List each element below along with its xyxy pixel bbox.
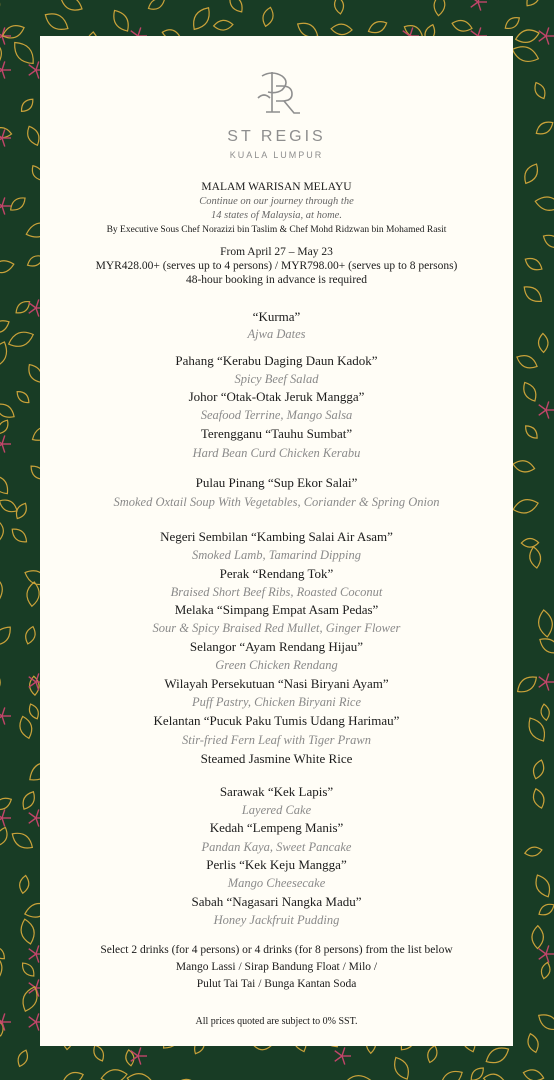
leaf-motif xyxy=(540,704,550,721)
leaf-motif xyxy=(540,961,552,979)
flower-petal xyxy=(2,1013,5,1022)
flower-petal xyxy=(539,36,546,41)
flower-petal xyxy=(539,31,546,36)
flower-petal xyxy=(2,206,5,215)
flower-petal xyxy=(546,682,549,691)
flower-petal xyxy=(335,1056,342,1061)
promo-dates: From April 27 – May 23 xyxy=(220,246,333,258)
leaf-motif xyxy=(18,96,35,114)
dish-name: Wilayah Persekutuan “Nasi Biryani Ayam” xyxy=(164,676,389,691)
dish-name: Terengganu “Tauhu Sumbat” xyxy=(200,426,353,441)
leaf-motif xyxy=(512,497,540,516)
leaf-motif xyxy=(532,926,544,949)
dish-description: Sour & Spicy Braised Red Mullet, Ginger Flower xyxy=(152,621,401,635)
flower-petal xyxy=(36,70,39,79)
leaf-motif xyxy=(26,581,41,607)
leaf-motif xyxy=(541,232,554,252)
flower-petal xyxy=(36,299,39,308)
dish-description: Smoked Oxtail Soup With Vegetables, Coriander & Spring Onion xyxy=(113,495,440,509)
leaf-motif xyxy=(100,1068,128,1080)
leaf-motif xyxy=(512,459,536,474)
flower-petal xyxy=(29,813,36,818)
dish-name: Pulau Pinang “Sup Ekor Salai” xyxy=(195,475,358,490)
flower-petal xyxy=(2,435,5,444)
leaf-motif xyxy=(0,520,4,541)
leaf-motif xyxy=(9,829,36,853)
brand-name: ST REGIS xyxy=(227,128,326,145)
flower-petal xyxy=(36,979,39,988)
flower-petal xyxy=(2,70,5,79)
flower-petal xyxy=(335,1051,342,1056)
leaf-motif xyxy=(76,0,96,1)
flower-petal xyxy=(36,1013,39,1022)
flower-petal xyxy=(546,945,549,954)
leaf-motif xyxy=(6,328,35,350)
leaf-motif xyxy=(510,43,541,65)
leaf-motif xyxy=(535,1010,554,1034)
leaf-motif xyxy=(0,671,1,694)
flower-petal xyxy=(29,1017,36,1022)
leaf-motif xyxy=(433,0,445,16)
leaf-motif xyxy=(532,81,548,101)
leaf-motif xyxy=(8,194,28,213)
flower-petal xyxy=(29,1022,36,1027)
flower-petal xyxy=(471,0,478,2)
leaf-motif xyxy=(534,119,554,138)
chefs-credit: By Executive Sous Chef Norazizi bin Taslim & Chef Mohd Ridzwan bin Mohamed Rasit xyxy=(106,225,447,235)
leaf-motif xyxy=(538,333,548,352)
flower-petal xyxy=(342,1047,345,1056)
leaf-motif xyxy=(9,526,30,546)
leaf-motif xyxy=(27,702,41,720)
flower-petal xyxy=(539,954,546,959)
leaf-motif xyxy=(0,317,11,336)
dish-description: Stir-fried Fern Leaf with Tiger Prawn xyxy=(182,733,371,747)
leaf-motif xyxy=(524,846,543,858)
flower-petal xyxy=(2,809,5,818)
dish-description: Hard Bean Curd Chicken Kerabu xyxy=(192,446,361,460)
flower-petal xyxy=(138,1056,141,1065)
leaf-motif xyxy=(0,826,10,848)
menu-card xyxy=(40,36,513,1046)
dish-description: Braised Short Beef Ribs, Roasted Coconut xyxy=(170,585,383,599)
leaf-motif xyxy=(0,944,7,962)
brand-location: KUALA LUMPUR xyxy=(229,150,324,160)
flower-petal xyxy=(342,1056,345,1065)
drinks-line-2: Pulut Tai Tai / Bunga Kantan Soda xyxy=(196,978,357,990)
leaf-motif xyxy=(523,0,543,9)
dish-description: Layered Cake xyxy=(241,803,312,817)
dish-description: Puff Pastry, Chicken Biryani Rice xyxy=(191,695,362,709)
flower-petal xyxy=(138,27,141,36)
st-regis-logo xyxy=(40,68,513,158)
leaf-motif xyxy=(226,0,246,15)
flower-petal xyxy=(2,129,5,138)
leaf-motif xyxy=(521,161,541,186)
flower-petal xyxy=(131,1056,138,1061)
leaf-motif xyxy=(0,623,15,649)
leaf-motif xyxy=(213,20,233,31)
drinks-intro: Select 2 drinks (for 4 persons) or 4 drinks (for 8 persons) from the list below xyxy=(100,944,453,956)
tagline-1: Continue on our journey through the xyxy=(199,196,354,207)
flower-petal xyxy=(36,61,39,70)
leaf-motif xyxy=(14,389,31,406)
flower-petal xyxy=(546,954,549,963)
flower-petal xyxy=(0,70,2,75)
flower-petal xyxy=(546,673,549,682)
leaf-motif xyxy=(42,9,71,34)
flower-petal xyxy=(539,949,546,954)
leaf-motif xyxy=(537,609,554,638)
tagline-2: 14 states of Malaysia, at home. xyxy=(211,210,342,221)
leaf-motif xyxy=(126,1072,153,1080)
flower-petal xyxy=(29,65,36,70)
dish-name: Steamed Jasmine White Rice xyxy=(200,751,353,766)
drinks-line-1: Mango Lassi / Sirap Bandung Float / Milo / xyxy=(175,961,378,973)
dish-name: Selangor “Ayam Rendang Hijau” xyxy=(189,639,364,654)
leaf-motif xyxy=(19,984,41,1013)
leaf-motif xyxy=(531,759,546,781)
leaf-motif xyxy=(58,0,85,14)
leaf-motif xyxy=(390,1055,412,1080)
flower-petal xyxy=(2,444,5,453)
flower-petal xyxy=(0,818,2,823)
leaf-motif xyxy=(526,1032,541,1053)
flower-petal xyxy=(478,2,481,11)
leaf-motif xyxy=(521,283,545,306)
leaf-motif xyxy=(514,27,540,45)
leaf-motif xyxy=(189,4,214,33)
menu-title: MALAM WARISAN MELAYU xyxy=(201,181,352,193)
dish-name: Negeri Sembilan “Kambing Salai Air Asam” xyxy=(160,529,393,544)
flower-petal xyxy=(36,954,39,963)
leaf-motif xyxy=(24,625,38,645)
tax-note: All prices quoted are subject to 0% SST. xyxy=(195,1016,358,1027)
leaf-motif xyxy=(451,18,473,33)
leaf-motif xyxy=(91,1043,106,1062)
dish-name: Sabah “Nagasari Nangka Madu” xyxy=(191,894,362,909)
flower-petal xyxy=(546,401,549,410)
leaf-motif xyxy=(521,538,538,547)
dish-description: Green Chicken Rendang xyxy=(215,658,338,672)
flower-petal xyxy=(2,36,5,45)
flower-petal xyxy=(0,206,2,211)
leaf-motif xyxy=(0,418,11,436)
leaf-motif xyxy=(534,195,554,213)
flower-petal xyxy=(36,818,39,827)
dish-description: Mango Cheesecake xyxy=(227,876,326,890)
leaf-motif xyxy=(438,1067,466,1080)
leaf-motif xyxy=(16,1049,31,1068)
flower-petal xyxy=(29,818,36,823)
leaf-motif xyxy=(483,1073,504,1080)
leaf-motif xyxy=(19,960,37,979)
leaf-motif xyxy=(0,472,12,497)
leaf-motif xyxy=(0,400,17,421)
leaf-motif xyxy=(366,18,388,36)
dish-name: Johor “Otak-Otak Jeruk Mangga” xyxy=(188,389,365,404)
flower-petal xyxy=(539,405,546,410)
flower-petal xyxy=(138,1047,141,1056)
flower-petal xyxy=(546,36,549,45)
dish-name: “Kurma” xyxy=(252,309,301,324)
flower-petal xyxy=(2,818,5,827)
leaf-motif xyxy=(331,24,353,36)
leaf-motif xyxy=(109,7,132,34)
flower-petal xyxy=(410,27,413,36)
flower-petal xyxy=(2,707,5,716)
leaf-motif xyxy=(523,423,541,441)
leaf-motif xyxy=(0,953,4,981)
leaf-motif xyxy=(17,715,34,740)
dish-name: Sarawak “Kek Lapis” xyxy=(219,784,334,799)
leaf-motif xyxy=(0,40,4,64)
leaf-motif xyxy=(531,787,546,809)
leaf-motif xyxy=(18,875,30,894)
flower-petal xyxy=(471,2,478,7)
leaf-motif xyxy=(1,22,27,41)
flower-petal xyxy=(539,682,546,687)
flower-petal xyxy=(29,70,36,75)
monogram-icon xyxy=(40,68,513,120)
dish-description: Ajwa Dates xyxy=(247,327,306,341)
leaf-motif xyxy=(522,1068,545,1080)
booking-notice: 48-hour booking in advance is required xyxy=(185,274,368,286)
dish-name: Kelantan “Pucuk Paku Tumis Udang Harimau” xyxy=(153,713,400,728)
leaf-motif xyxy=(261,6,275,27)
flower-petal xyxy=(29,303,36,308)
flower-petal xyxy=(36,1022,39,1031)
leaf-motif xyxy=(343,1074,373,1080)
leaf-motif xyxy=(20,789,38,811)
flower-petal xyxy=(0,138,2,143)
flower-petal xyxy=(0,444,2,449)
dish-name: Melaka “Simpang Empat Asam Pedas” xyxy=(174,602,379,617)
dish-name: Kedah “Lempeng Manis” xyxy=(209,820,344,835)
leaf-motif xyxy=(483,1043,512,1067)
flower-petal xyxy=(36,809,39,818)
flower-petal xyxy=(539,677,546,682)
leaf-motif xyxy=(9,38,38,68)
flower-petal xyxy=(478,27,481,36)
leaf-motif xyxy=(537,635,554,658)
flower-petal xyxy=(546,410,549,419)
leaf-motif xyxy=(523,255,545,273)
flower-petal xyxy=(36,308,39,317)
leaf-motif xyxy=(146,0,166,12)
leaf-motif xyxy=(503,14,522,31)
leaf-motif xyxy=(520,380,539,404)
leaf-motif xyxy=(0,259,15,275)
leaf-motif xyxy=(0,795,14,813)
flower-petal xyxy=(0,716,2,721)
dish-name: Perlis “Kek Keju Mangga” xyxy=(206,857,347,872)
dish-name: Perak “Rendang Tok” xyxy=(219,566,334,581)
flower-petal xyxy=(0,36,2,41)
price-line: MYR428.00+ (serves up to 4 persons) / MYR798.00+ (serves up to 8 persons) xyxy=(95,260,458,272)
flower-petal xyxy=(29,949,36,954)
leaf-motif xyxy=(333,0,345,15)
leaf-motif xyxy=(61,1069,85,1080)
leaf-motif xyxy=(537,901,554,918)
leaf-motif xyxy=(426,1044,440,1063)
dish-description: Smoked Lamb, Tamarind Dipping xyxy=(192,548,361,562)
flower-petal xyxy=(2,138,5,147)
flower-petal xyxy=(29,308,36,313)
leaf-motif xyxy=(514,673,540,697)
leaf-motif xyxy=(0,574,5,601)
flower-petal xyxy=(2,61,5,70)
dish-description: Seafood Terrine, Mango Salsa xyxy=(200,408,353,422)
dish-description: Spicy Beef Salad xyxy=(234,372,319,386)
leaf-motif xyxy=(0,303,2,329)
leaf-motif xyxy=(19,918,37,946)
leaf-motif xyxy=(532,872,554,899)
dish-description: Honey Jackfruit Pudding xyxy=(213,913,340,927)
leaf-motif xyxy=(515,352,540,371)
flower-petal xyxy=(29,954,36,959)
flower-petal xyxy=(2,716,5,725)
flower-petal xyxy=(36,945,39,954)
dish-description: Pandan Kaya, Sweet Pancake xyxy=(201,840,352,854)
flower-petal xyxy=(539,410,546,415)
dish-name: Pahang “Kerabu Daging Daun Kadok” xyxy=(175,353,378,368)
leaf-motif xyxy=(528,546,542,569)
flower-petal xyxy=(2,197,5,206)
flower-petal xyxy=(546,27,549,36)
